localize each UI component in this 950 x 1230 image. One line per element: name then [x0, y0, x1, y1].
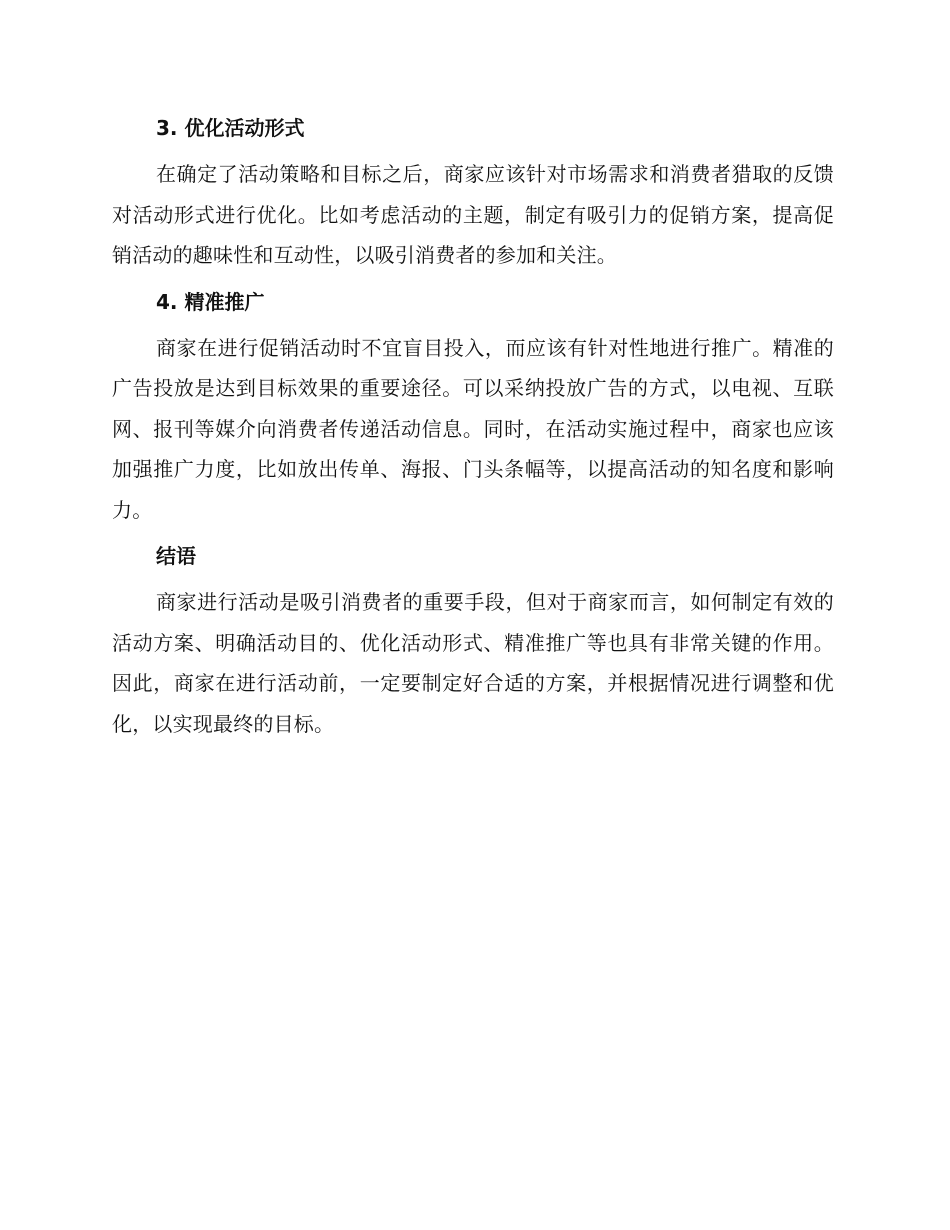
section-heading: 4. 精准推广 — [156, 289, 265, 314]
section-heading: 结语 — [156, 544, 196, 568]
section-precise-promotion — [112, 282, 834, 531]
section-paragraph: 商家进行活动是吸引消费者的重要手段，但对于商家而言，如何制定有效的活动方案、明确活动目的、优化活动形式、精准推广等也具有非常关键的作用。因此，商家在进行活动前，一定要制定好合适的方案，并根据情况进行调整和优化，以实现最终的目标。 — [112, 590, 834, 736]
section-heading: 3. 优化活动形式 — [156, 116, 305, 140]
section-conclusion — [112, 536, 834, 744]
section-paragraph: 商家在进行促销活动时不宜盲目投入，而应该有针对性地进行推广。精准的广告投放是达到目标效果的重要途径。可以采纳投放广告的方式，以电视、互联网、报刊等媒介向消费者传递活动信息。同时，在活动实施过程中，商家也应该加强推广力度，比如放出传单、海报、门头条幅等，以提高活动的知名度和影响力。 — [112, 335, 834, 522]
section-optimize-format — [112, 108, 834, 276]
section-paragraph: 在确定了活动策略和目标之后，商家应该针对市场需求和消费者猎取的反馈对活动形式进行优化。比如考虑活动的主题，制定有吸引力的促销方案，提高促销活动的趣味性和互动性，以吸引消费者的参加和关注。 — [112, 162, 834, 267]
